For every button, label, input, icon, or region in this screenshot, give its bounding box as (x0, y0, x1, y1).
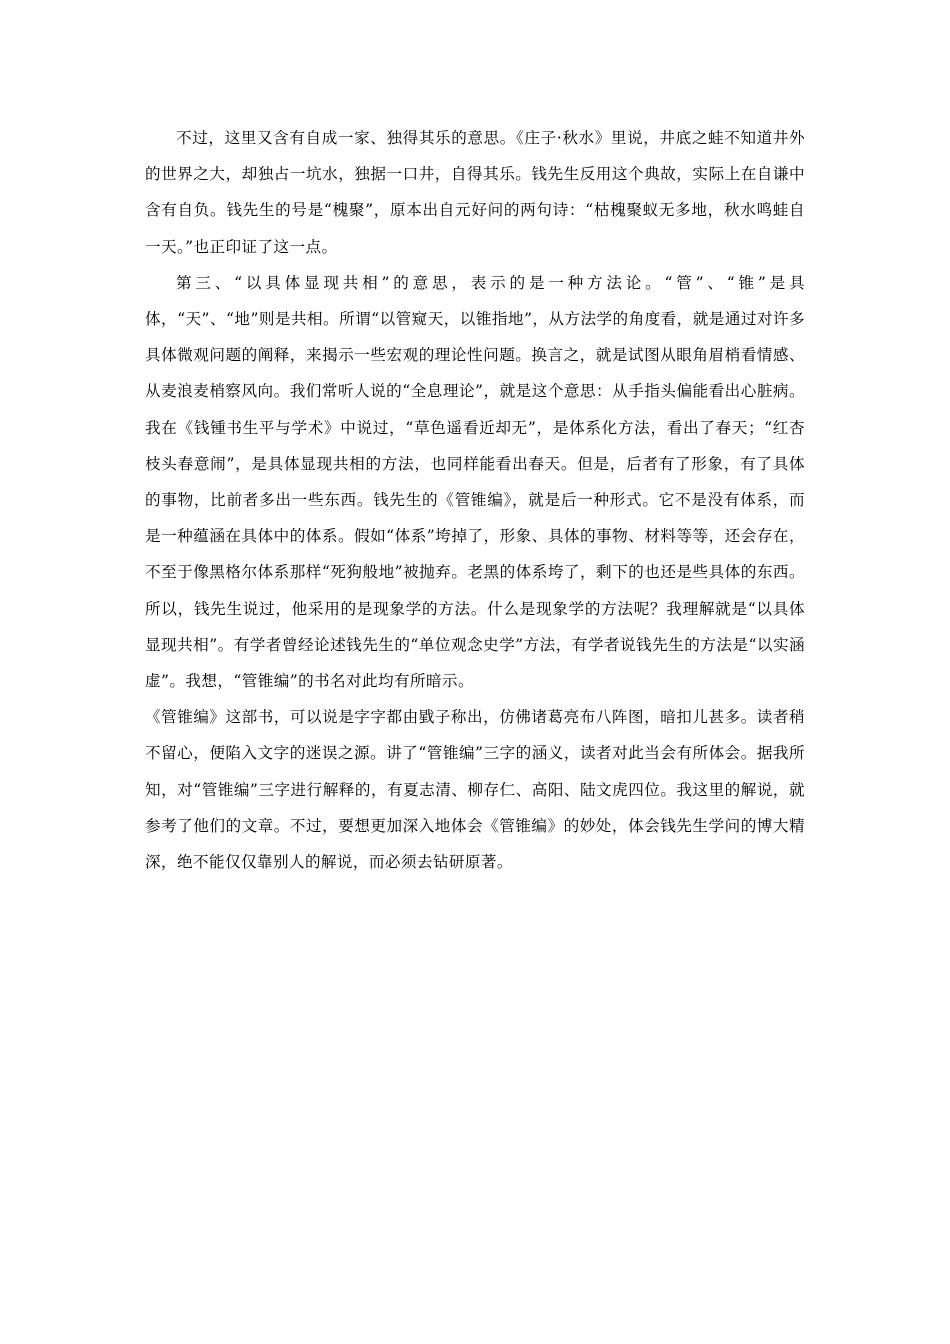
document-page (145, 120, 805, 880)
paragraph-3: 《管锥编》这部书，可以说是字字都由戥子称出，仿佛诸葛亮布八阵图，暗扣儿甚多。读者稍不留心，便陷入文字的迷误之源。讲了“管锥编”三字的涵义，读者对此当会有所体会。据我所知，对“管锥编”三字进行解释的，有夏志清、柳存仁、高阳、陆文虎四位。我这里的解说，就参考了他们的文章。不过，要想更加深入地体会《管锥编》的妙处，体会钱先生学问的博大精深，绝不能仅仅靠别人的解说，而必须去钻研原著。 (145, 708, 805, 872)
paragraph-1: 不过，这里又含有自成一家、独得其乐的意思。《庄子·秋水》里说，井底之蛙不知道井外的世界之大，却独占一坑水，独据一口井，自得其乐。钱先生反用这个典故，实际上在自谦中含有自负。钱先生的号是“槐聚”，原本出自元好问的两句诗：“枯槐聚蚁无多地，秋水鸣蛙自一天。”也正印证了这一点。 (145, 129, 805, 256)
paragraph-2: 第三、“以具体显现共相”的意思，表示的是一种方法论。“管”、“锥”是具体，“天”、“地”则是共相。所谓“以管窥天，以锥指地”，从方法学的角度看，就是通过对许多具体微观问题的阐释，来揭示一些宏观的理论性问题。换言之，就是试图从眼角眉梢看情感、从麦浪麦梢察风向。我们常听人说的“全息理论”，就是这个意思：从手指头偏能看出心脏病。我在《钱锺书生平与学术》中说过，“草色遥看近却无”，是体系化方法，看出了春天；“红杏枝头春意闹”，是具体显现共相的方法，也同样能看出春天。但是，后者有了形象，有了具体的事物，比前者多出一些东西。钱先生的《管锥编》，就是后一种形式。它不是没有体系，而是一种蕴涵在具体中的体系。假如“体系”垮掉了，形象、具体的事物、材料等等，还会存在，不至于像黑格尔体系那样“死狗般地”被抛弃。老黑的体系垮了，剩下的也还是些具体的东西。所以，钱先生说过，他采用的是现象学的方法。什么是现象学的方法呢？我理解就是“以具体显现共相”。有学者曾经论述钱先生的“单位观念史学”方法，有学者说钱先生的方法是“以实涵虚”。我想，“管锥编”的书名对此均有所暗示。 (145, 273, 805, 691)
